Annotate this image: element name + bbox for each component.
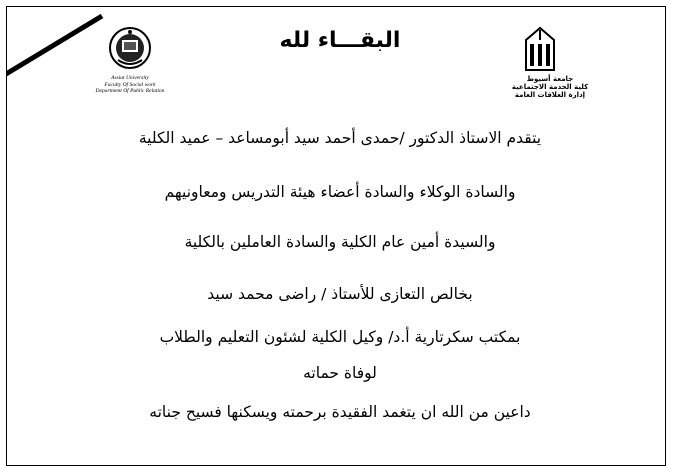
arabic-faculty-name: كلية الخدمة الاجتماعية xyxy=(511,83,589,91)
condolence-line-3: والسيدة أمين عام الكلية والسادة العاملين بالكلية xyxy=(184,233,496,251)
condolence-line-1: يتقدم الاستاذ الدكتور /حمدى أحمد سيد أبومساعد – عميد الكلية xyxy=(138,129,542,147)
faculty-logo-icon xyxy=(522,26,558,72)
assiut-university-seal-icon xyxy=(108,26,152,72)
condolence-line-5: بمكتب سكرتارية أ.د/ وكيل الكلية لشئون التعليم والطلاب xyxy=(159,328,521,346)
university-name: Assiut University xyxy=(111,75,149,81)
condolence-line-4: بخالص التعازى للأستاذ / راضى محمد سيد xyxy=(207,285,473,303)
arabic-department-name: إدارة العلاقات العامة xyxy=(514,91,586,99)
page-title: البقـــاء لله xyxy=(279,28,401,53)
condolence-line-7: داعين من الله ان يتغمد الفقيدة برحمته ويسكنها فسيح جناته xyxy=(149,403,531,421)
condolence-line-2: والسادة الوكلاء والسادة أعضاء هيئة التدريس ومعاونيهم xyxy=(164,183,516,201)
university-caption xyxy=(80,75,180,95)
arabic-header-caption xyxy=(500,75,600,99)
condolence-line-6: لوفاة حماته xyxy=(303,364,377,382)
faculty-name: Faculty Of Social work xyxy=(104,81,156,88)
arabic-university-name: جامعة أسيوط xyxy=(526,75,574,83)
department-name: Department Of Public Relation xyxy=(95,88,165,94)
mourning-ribbon xyxy=(6,6,106,86)
